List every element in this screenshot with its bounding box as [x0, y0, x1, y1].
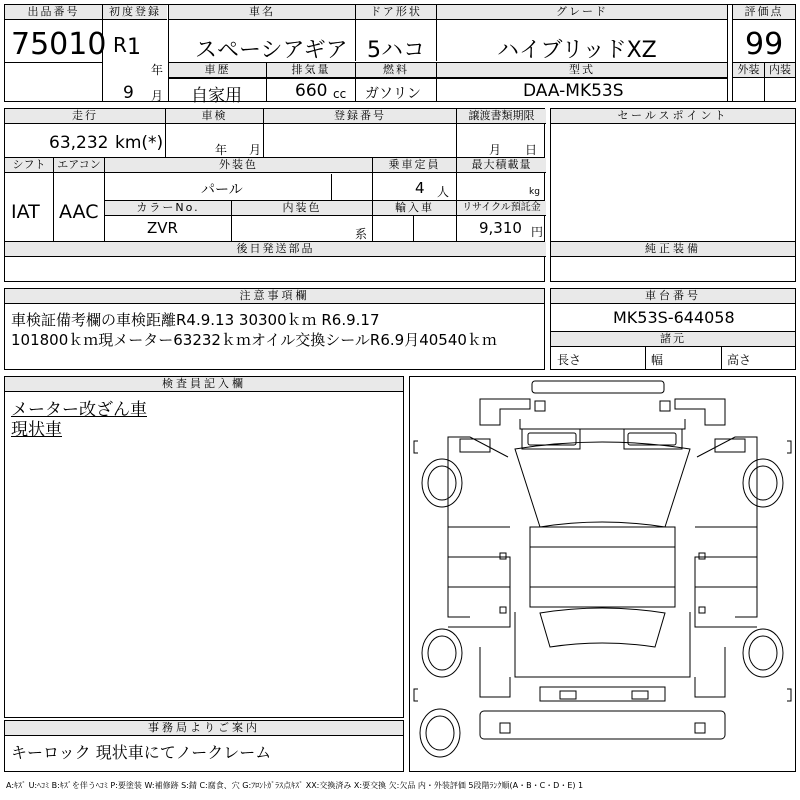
chassis-label: 車台番号: [551, 289, 795, 304]
roof: [530, 527, 675, 607]
grade-value: ハイブリッドXZ: [497, 38, 657, 63]
inspector-line-2: 現状車: [11, 420, 62, 440]
details-block: [4, 108, 545, 282]
specs-width: 幅: [651, 353, 664, 367]
genuine-box: [550, 241, 796, 282]
fuel-value: ガソリン: [365, 86, 421, 102]
notes-box: [4, 288, 545, 370]
office-value: キーロック 現状車にてノークレーム: [11, 743, 272, 762]
model-value: DAA-MK53S: [523, 81, 624, 101]
transfer-day-unit: 日: [525, 143, 538, 157]
inspection-label: 車検: [166, 109, 263, 124]
first-reg-era: R: [113, 33, 127, 57]
capacity-value: 4: [415, 179, 425, 197]
sales-points-box: [550, 108, 796, 242]
first-reg-month-unit: 月: [151, 89, 164, 103]
score-label: 評価点: [733, 5, 795, 20]
import-label: 輸入車: [373, 201, 456, 216]
windshield: [522, 429, 580, 449]
specs-label: 諸元: [551, 332, 795, 347]
car-diagram: [409, 376, 796, 772]
legend: A:ｷｽﾞ U:ﾍｺﾐ B:ｷｽﾞを伴うﾍｺﾐ P:要塗装 W:補修跡 S:錆 C:腐食、穴 G:ﾌﾛﾝﾄｶﾞﾗｽ点ｷｽﾞ XX:交換済み X:要交換 欠:欠品 内・外装評価 5段階ﾗﾝｸ順(A・B・C・D・E) 1: [6, 781, 584, 790]
inspection-month-unit: 月: [249, 143, 262, 157]
displacement-unit: cc: [333, 87, 347, 101]
max-load-unit: kg: [529, 187, 540, 197]
int-color-label: 内装色: [232, 201, 372, 216]
notes-line-1: 車検証備考欄の車検距離R4.9.13 30300ｋｍ R6.9.17: [11, 311, 380, 329]
rear-bumper: [480, 711, 725, 739]
first-reg-label: 初度登録: [103, 5, 167, 20]
shift-label: シフト: [5, 158, 53, 173]
notes-line-2: 101800ｋｍ現メーター63232ｋｍオイル交換シールR6.9月40540ｋｍ: [11, 331, 497, 349]
lot-label: 出品番号: [5, 5, 102, 20]
shift-value: IAT: [11, 201, 40, 223]
first-reg-year: 1: [127, 35, 141, 60]
int-color-unit: 系: [355, 227, 368, 241]
cabin-outline: [515, 442, 690, 527]
inspector-box: [4, 376, 404, 718]
rear-window: [540, 608, 665, 647]
door-label: ドア形状: [356, 5, 436, 20]
car-diagram-svg: [410, 377, 795, 771]
car-name-value: スペーシアギア: [195, 38, 348, 63]
first-reg-month: 9: [123, 83, 134, 103]
displacement-label: 排気量: [267, 63, 355, 78]
displacement-value: 660: [295, 81, 328, 101]
history-label: 車歴: [169, 63, 266, 78]
sales-points-label: セールスポイント: [551, 109, 795, 124]
recycle-label: リサイクル預託金: [457, 201, 546, 216]
notes-label: 注意事項欄: [5, 289, 544, 304]
specs-height: 高さ: [727, 353, 752, 367]
lot-value: 75010: [11, 27, 107, 62]
fuel-label: 燃料: [356, 63, 436, 78]
top-block: [4, 4, 796, 106]
genuine-label: 純正装備: [551, 242, 795, 257]
color-no-label: カラーNo.: [105, 201, 231, 216]
inspection-year-unit: 年: [215, 143, 228, 157]
score-exterior: 外装: [733, 63, 764, 78]
aircon-label: エアコン: [54, 158, 104, 173]
front-outline: [480, 399, 530, 425]
aircon-value: AAC: [59, 201, 99, 223]
mileage-value: 63,232: [49, 133, 109, 153]
ext-color-value: パール: [201, 182, 243, 198]
front-bumper: [532, 381, 664, 393]
office-box: [4, 720, 404, 772]
max-load-label: 最大積載量: [457, 158, 546, 173]
reg-no-label: 登録番号: [264, 109, 456, 124]
office-label: 事務局よりご案内: [5, 721, 403, 736]
inspector-line-1: メーター改ざん車: [11, 400, 147, 420]
recycle-unit: 円: [531, 225, 544, 239]
history-value: 自家用: [191, 86, 242, 106]
specs-length: 長さ: [557, 353, 582, 367]
score-interior: 内装: [765, 63, 795, 78]
mileage-unit: km(*): [115, 133, 164, 153]
ext-color-label: 外装色: [105, 158, 372, 173]
inspector-label: 検査員記入欄: [5, 377, 403, 392]
color-no-value: ZVR: [147, 219, 178, 237]
first-reg-year-unit: 年: [151, 63, 164, 77]
mileage-label: 走行: [5, 109, 165, 124]
chassis-value: MK53S-644058: [613, 308, 735, 327]
hood: [520, 419, 685, 429]
score-value: 99: [745, 27, 784, 62]
grade-label: グレード: [437, 5, 727, 20]
door-value: 5ハコ: [367, 38, 425, 63]
capacity-label: 乗車定員: [373, 158, 456, 173]
model-label: 型式: [437, 63, 727, 78]
chassis-box: [550, 288, 796, 370]
transfer-month-unit: 月: [489, 143, 502, 157]
capacity-unit: 人: [437, 185, 450, 199]
transfer-label: 譲渡書類期限: [457, 109, 546, 124]
car-name-label: 車名: [169, 5, 355, 20]
recycle-value: 9,310: [479, 219, 522, 237]
later-parts-label: 後日発送部品: [5, 242, 546, 257]
